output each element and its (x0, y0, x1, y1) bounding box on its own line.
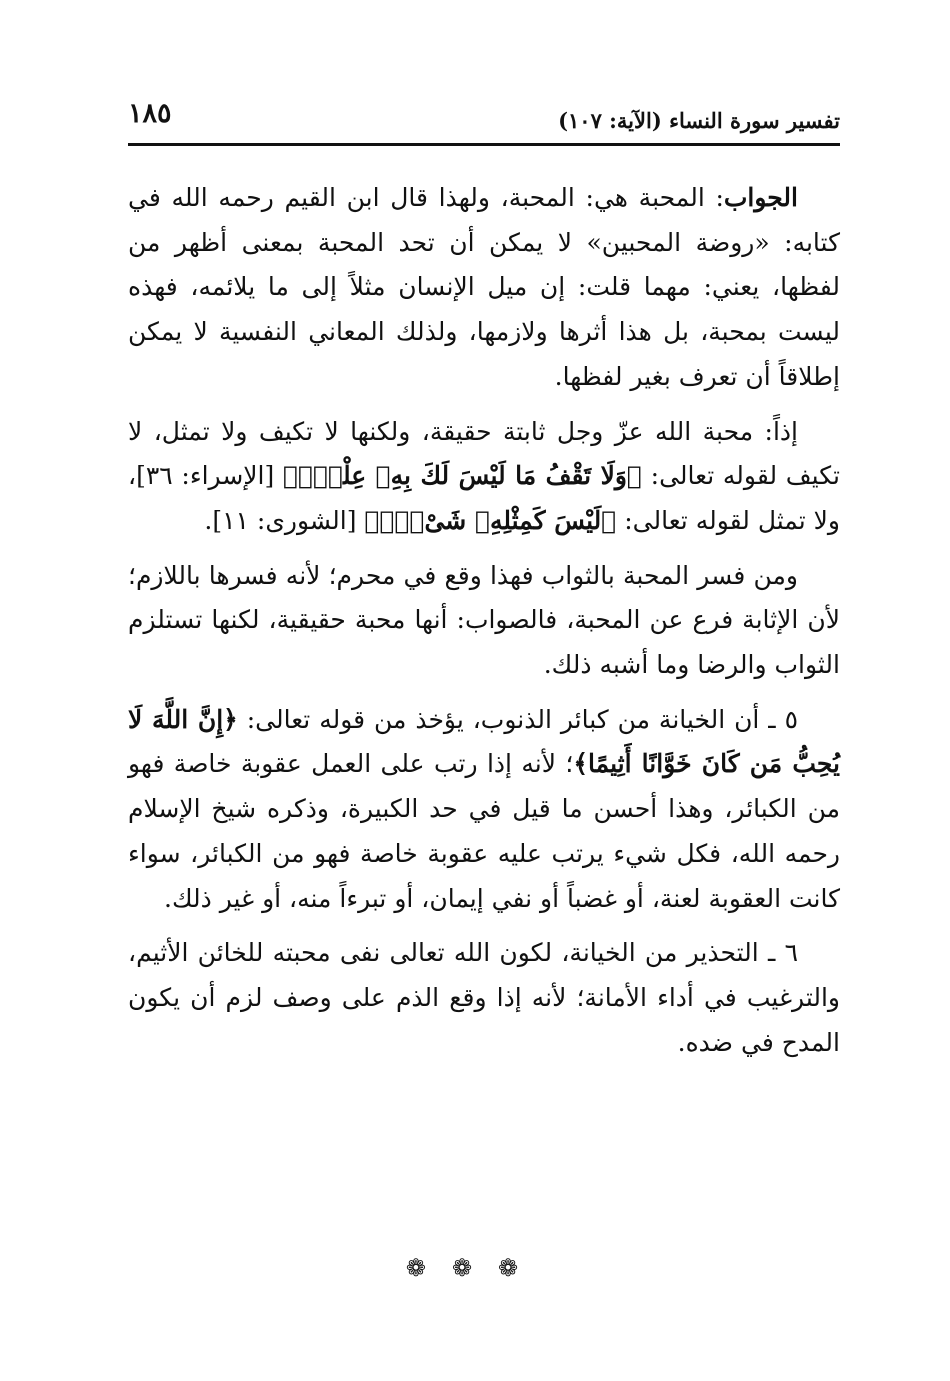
body-text (128, 176, 840, 1075)
paragraph-attributes-text-2: [الإسراء: ٣٦]، ولا تمثل لقوله تعالى: (128, 461, 840, 535)
page-number: ١٨٥ (128, 98, 172, 129)
point-5-text-1: ٥ ـ أن الخيانة من كبائر الذنوب، يؤخذ من قوله تعالى: (237, 704, 798, 734)
paragraph-reward: ومن فسر المحبة بالثواب فهذا وقع في محرم؛ لأنه فسرها باللازم؛ لأن الإثابة فرع عن المحبة، فالصواب: أنها محبة حقيقية، لكنها تستلزم الثواب والرضا وما أشبه ذلك. (128, 560, 840, 680)
quran-verse-nisa: ﴿إِنَّ اللَّهَ لَا يُحِبُّ مَن كَانَ خَوَّانًا أَثِيمًا﴾ (128, 704, 840, 779)
paragraph-point-6: ٦ ـ التحذير من الخيانة، لكون الله تعالى نفى محبته للخائن الأثيم، والترغيب في أداء الأمانة؛ لأنه إذا وقع الذم على وصف لزم أن يكون المدح في ضده. (128, 938, 840, 1057)
answer-lead: الجواب (723, 183, 798, 212)
quran-verse-isra: ﴿وَلَا تَقْفُ مَا لَيْسَ لَكَ بِهِۦ عِلْمٌۚ﴾ (282, 461, 642, 491)
section-ornament-icon: ❁❁❁ (405, 1254, 545, 1282)
paragraph-answer (128, 176, 840, 400)
paragraph-attributes (128, 410, 840, 544)
header-rule (128, 143, 840, 146)
answer-text: : المحبة هي: المحبة، ولهذا قال ابن القيم رحمه الله في كتابه: «روضة المحبين» لا يمكن أن تحد المحبة بمعنى أظهر من لفظها، يعني: مهما قلت: إن ميل الإنسان مثلاً إلى ما يلائمه، فهذه ليست بمحبة، بل هذا أثرها ولازمها، ولذلك المعاني النفسية لا يمكن إطلاقاً أن تعرف بغير لفظها. (128, 183, 840, 391)
point-5-text-2: ؛ لأنه إذا رتب على العمل عقوبة خاصة فهو من الكبائر، وهذا أحسن ما قيل في حد الكبيرة، وذكره شيخ الإسلام رحمه الله، فكل شيء يرتب عليه عقوبة خاصة فهو من الكبائر، سواء كانت العقوبة لعنة، أو غضباً أو نفي إيمان، أو تبرءاً منه، أو غير ذلك. (128, 749, 840, 913)
quran-verse-shura: ﴿لَيْسَ كَمِثْلِهِۦ شَىْءٌۖ﴾ (364, 505, 617, 535)
page-header (128, 92, 840, 140)
paragraph-attributes-text-3: [الشورى: ١١]. (204, 505, 365, 535)
paragraph-attributes-text-1: إذاً: محبة الله عزّ وجل ثابتة حقيقة، ولكنها لا تكيف ولا تمثل، لا تكيف لقوله تعالى: (128, 416, 840, 491)
running-title: تفسير سورة النساء (الآية: ١٠٧) (558, 108, 840, 133)
paragraph-point-5 (128, 698, 840, 922)
